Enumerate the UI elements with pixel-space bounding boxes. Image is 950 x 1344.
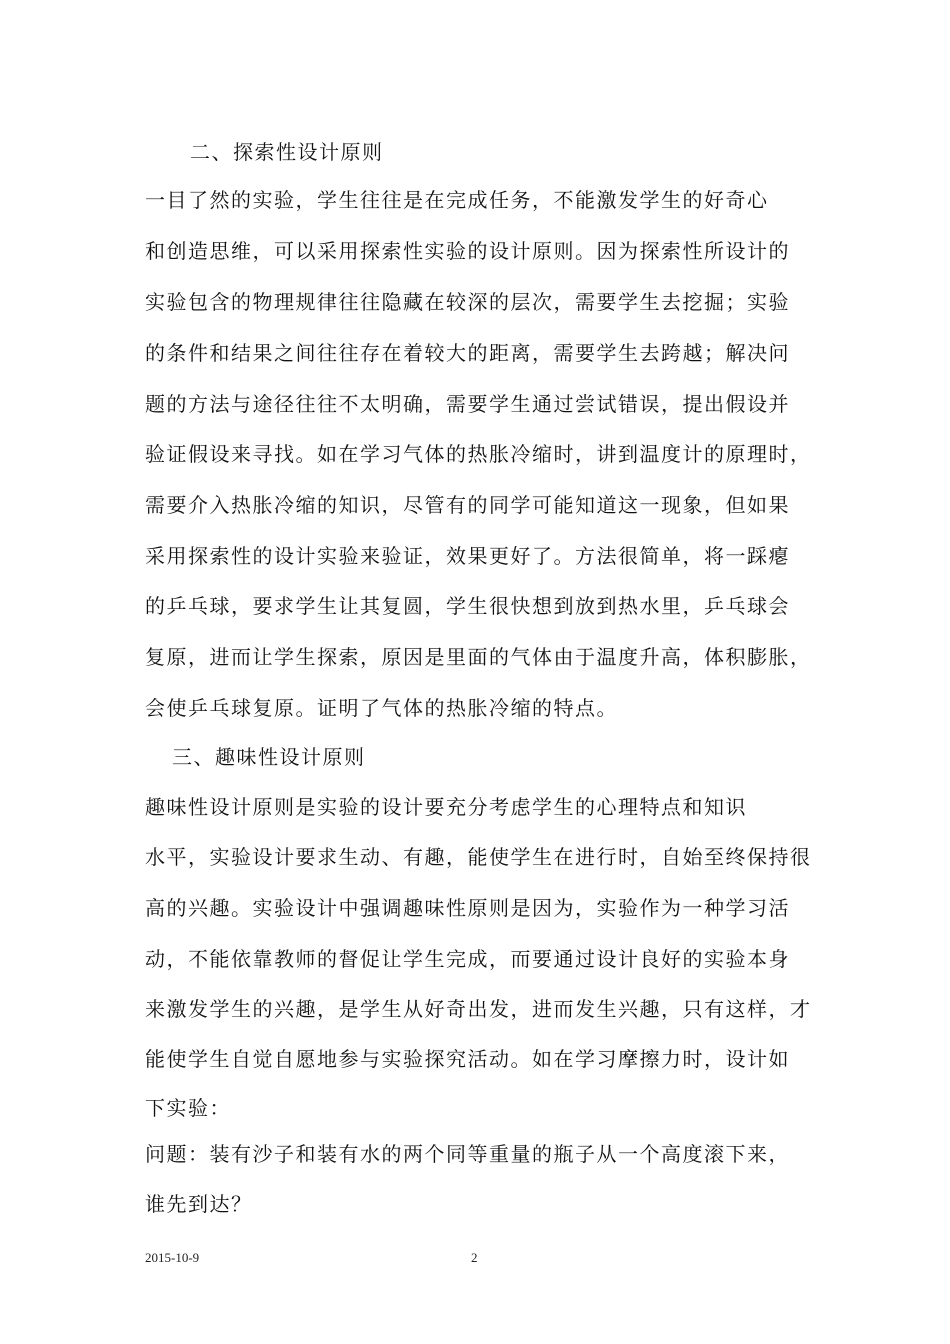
question-line: 问题：装有沙子和装有水的两个同等重量的瓶子从一个高度滚下来， [145, 1142, 790, 1166]
section-heading-interest: 三、趣味性设计原则 [172, 745, 366, 769]
paragraph-line: 需要介入热胀冷缩的知识，尽管有的同学可能知道这一现象，但如果 [145, 493, 790, 517]
paragraph-line: 会使乒乓球复原。证明了气体的热胀冷缩的特点。 [145, 696, 618, 720]
paragraph-line: 趣味性设计原则是实验的设计要充分考虑学生的心理特点和知识 [145, 795, 747, 819]
footer-page-number: 2 [471, 1250, 478, 1265]
section-heading-exploratory: 二、探索性设计原则 [190, 140, 384, 164]
question-line: 谁先到达？ [145, 1192, 253, 1216]
paragraph-line: 下实验： [145, 1096, 231, 1120]
paragraph-line: 水平，实验设计要求生动、有趣，能使学生在进行时，自始至终保持很 [145, 845, 812, 869]
footer-date: 2015-10-9 [145, 1250, 200, 1265]
paragraph-line: 题的方法与途径往往不太明确，需要学生通过尝试错误，提出假设并 [145, 392, 790, 416]
paragraph-line: 的条件和结果之间往往存在着较大的距离，需要学生去跨越；解决问 [145, 341, 790, 365]
paragraph-line: 高的兴趣。实验设计中强调趣味性原则是因为，实验作为一种学习活 [145, 896, 790, 920]
paragraph-line: 的乒乓球，要求学生让其复圆，学生很快想到放到热水里，乒乓球会 [145, 594, 790, 618]
paragraph-line: 一目了然的实验，学生往往是在完成任务，不能激发学生的好奇心 [145, 188, 769, 212]
paragraph-line: 复原，进而让学生探索，原因是里面的气体由于温度升高，体积膨胀， [145, 645, 812, 669]
paragraph-line: 验证假设来寻找。如在学习气体的热胀冷缩时，讲到温度计的原理时， [145, 442, 812, 466]
paragraph-line: 和创造思维，可以采用探索性实验的设计原则。因为探索性所设计的 [145, 239, 790, 263]
paragraph-line: 实验包含的物理规律往往隐藏在较深的层次，需要学生去挖掘；实验 [145, 290, 790, 314]
paragraph-line: 动，不能依靠教师的督促让学生完成，而要通过设计良好的实验本身 [145, 947, 790, 971]
paragraph-line: 采用探索性的设计实验来验证，效果更好了。方法很简单，将一踩瘪 [145, 544, 790, 568]
paragraph-line: 能使学生自觉自愿地参与实验探究活动。如在学习摩擦力时，设计如 [145, 1047, 790, 1071]
paragraph-line: 来激发学生的兴趣，是学生从好奇出发，进而发生兴趣，只有这样，才 [145, 997, 812, 1021]
